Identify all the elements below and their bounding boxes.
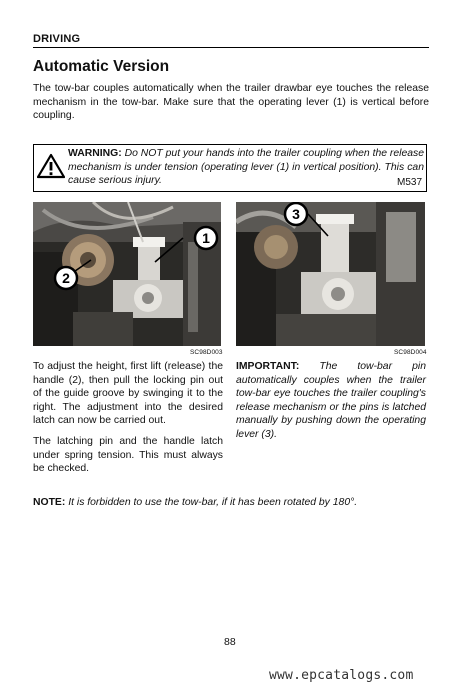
page-title: Automatic Version xyxy=(33,58,170,75)
latching-paragraph: The latching pin and the handle latch under spring tension. This must always be checked. xyxy=(33,435,223,475)
callout-1: 1 xyxy=(202,230,210,246)
left-column xyxy=(33,360,223,483)
tow-bar-photo-right xyxy=(236,202,425,346)
note-label: NOTE: xyxy=(33,497,66,508)
important-note xyxy=(236,360,426,442)
warning-body: Do NOT put your hands into the trailer coupling when the release mechanism is under tension (operating lever (1) in vertical position). This can cause serious injury. xyxy=(68,148,425,187)
section-header: DRIVING xyxy=(33,33,81,45)
warning-box xyxy=(33,144,427,192)
figure-code-right: SC98D004 xyxy=(394,349,427,356)
callout-3: 3 xyxy=(292,206,300,222)
warning-label: WARNING: xyxy=(68,148,122,159)
tow-bar-photo-left xyxy=(33,202,221,346)
header-rule xyxy=(33,47,429,48)
warning-triangle-icon xyxy=(37,153,65,179)
page-number: 88 xyxy=(224,636,236,648)
callout-2: 2 xyxy=(62,270,70,286)
watermark: www.epcatalogs.com xyxy=(269,668,414,683)
warning-text xyxy=(68,147,424,188)
tow-bar-coupling-illustration xyxy=(236,202,425,346)
intro-paragraph: The tow-bar couples automatically when the trailer drawbar eye touches the release mechanism in the tow-bar. Make sure that the operating lever (1) is vertical before coupling. xyxy=(33,83,429,122)
tow-bar-illustration xyxy=(33,202,221,346)
note-text: It is forbidden to use the tow-bar, if it has been rotated by 180°. xyxy=(68,497,358,508)
figure-code-left: SC98D003 xyxy=(190,349,223,356)
important-text: The tow-bar pin automatically couples when the trailer tow-bar eye touches the trailer coupling's release mechanism or the pins is latched manually by pushing down the operating lever (3). xyxy=(236,361,426,440)
important-label: IMPORTANT: xyxy=(236,361,300,372)
height-adjust-paragraph: To adjust the height, first lift (release) the handle (2), then pull the locking pin out of the guide groove by swinging it to the right. The adjustment into the desired latch can now be carried out. xyxy=(33,361,223,427)
note-line xyxy=(33,497,357,508)
warning-code: M537 xyxy=(396,177,422,188)
